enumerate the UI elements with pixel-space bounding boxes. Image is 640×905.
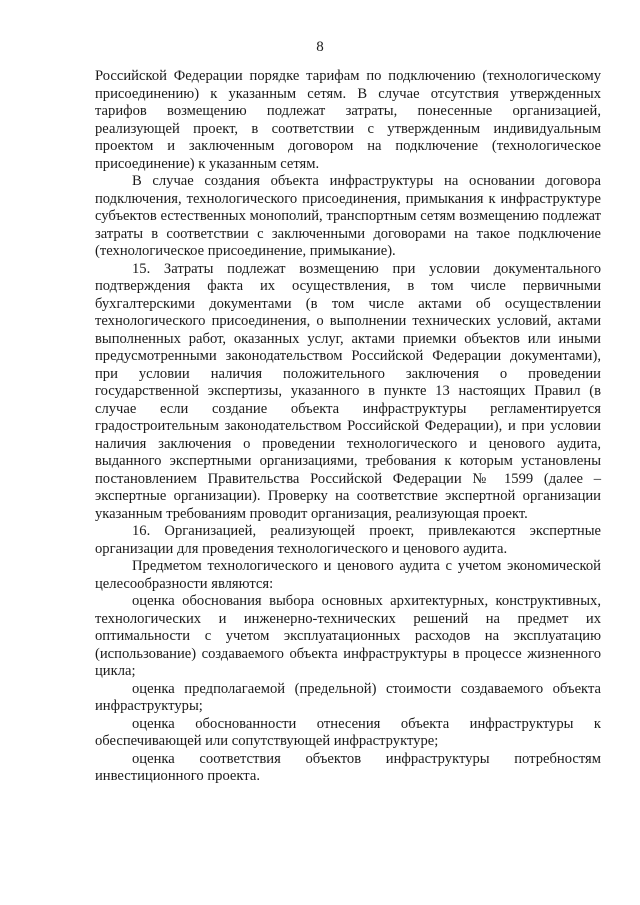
paragraph-clause-16: 16. Организацией, реализующей проект, привлекаются экспертные организации для проведения технологического и ценового аудита.	[95, 523, 601, 557]
paragraph-continuation: Российской Федерации порядке тарифам по подключению (технологическому присоединению) к указанным сетям. В случае отсутствия утвержденных тарифов возмещению подлежат затраты, понесенные организацией, реализующей проект, в соответствии с утвержденным индивидуальным проектом и заключенным договором на подключение (технологическое присоединение) к указанным сетям.	[95, 68, 601, 172]
list-item-design-assessment: оценка обоснования выбора основных архитектурных, конструктивных, технологических и инженерно-технических решений на предмет их оптимальности с учетом эксплуатационных расходов на эксплуатацию (использование) создаваемого объекта инфраструктуры в процессе жизненного цикла;	[95, 593, 601, 679]
paragraph-clause-15: 15. Затраты подлежат возмещению при условии документального подтверждения факта их осуществления, в том числе первичными бухгалтерскими документами (в том числе актами об осуществлении технологического присоединения, о выполнении технических условий, актами выполненных работ, оказанных услуг, актами приемки объектов или иными предусмотренными законодательством Российской Федерации документами), при условии наличия положительного заключения о проведении государственной экспертизы, указанного в пункте 13 настоящих Правил (в случае если создание объекта инфраструктуры регламентируется градостроительным законодательством Российской Федерации), и при условии наличия заключения о проведении технологического и ценового аудита, выданного экспертными организациями, требования к которым установлены постановлением Правительства Российской Федерации № 1599 (далее – экспертные организации). Проверку на соответствие экспертной организации указанным требованиям проводит организация, реализующая проект.	[95, 260, 601, 522]
paragraph-audit-subject: Предметом технологического и ценового аудита с учетом экономической целесообразности являются:	[95, 558, 601, 592]
document-body	[95, 68, 601, 786]
list-item-classification-assessment: оценка обоснованности отнесения объекта инфраструктуры к обеспечивающей или сопутствующей инфраструктуре;	[95, 715, 601, 749]
paragraph-infrastructure-contract: В случае создания объекта инфраструктуры на основании договора подключения, технологического присоединения, примыкания к инфраструктуре субъектов естественных монополий, транспортным сетям возмещению подлежат затраты в соответствии с заключенными договорами на такое подключение (технологическое присоединение, примыкание).	[95, 173, 601, 259]
list-item-cost-assessment: оценка предполагаемой (предельной) стоимости создаваемого объекта инфраструктуры;	[95, 680, 601, 714]
list-item-compliance-assessment: оценка соответствия объектов инфраструктуры потребностям инвестиционного проекта.	[95, 750, 601, 784]
page-number: 8	[316, 39, 324, 55]
